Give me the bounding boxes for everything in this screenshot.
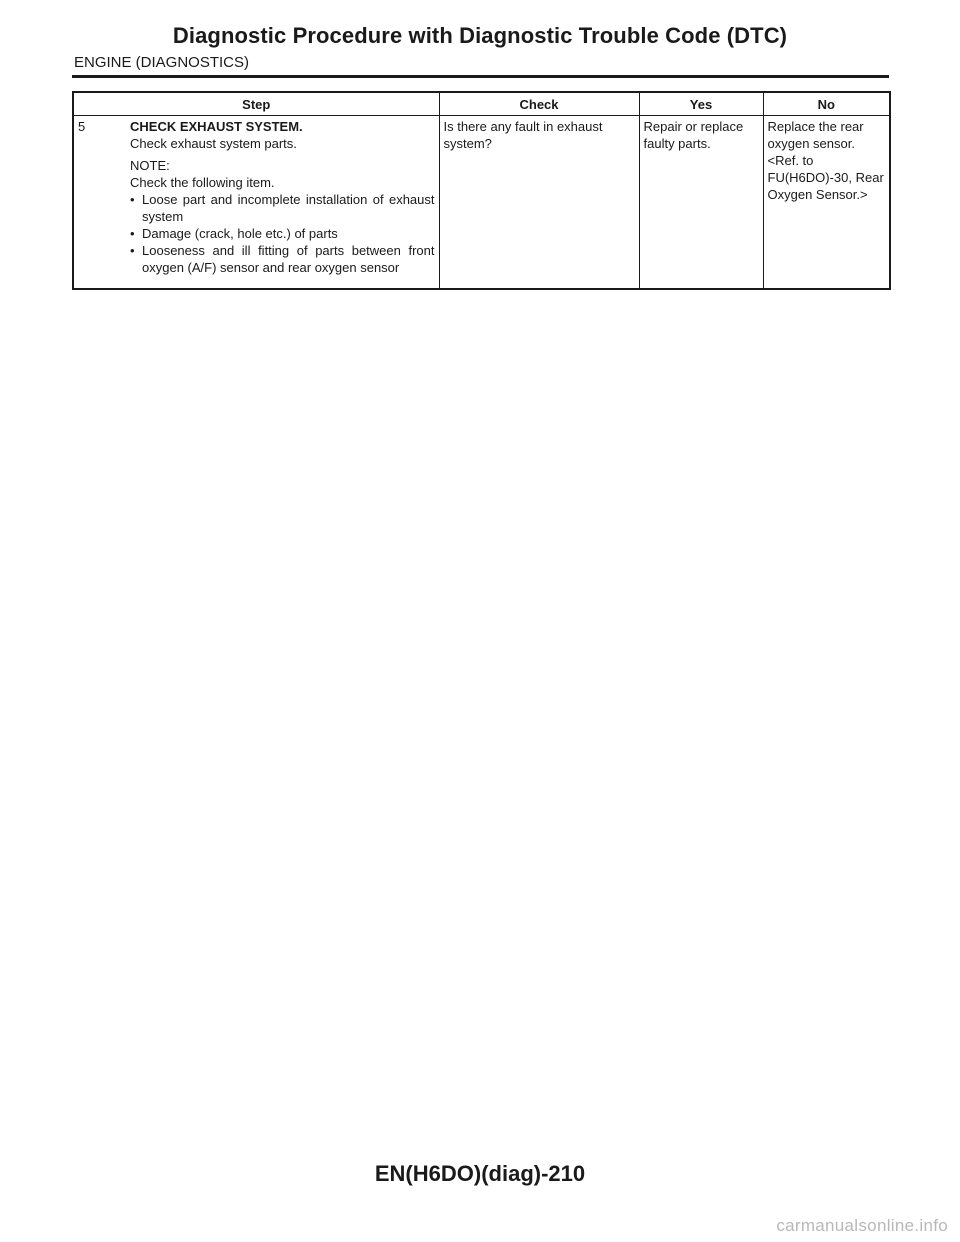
header-divider xyxy=(72,75,889,78)
list-item xyxy=(130,242,435,276)
note-intro: Check the following item. xyxy=(130,175,275,190)
column-header-yes: Yes xyxy=(639,92,763,116)
check-cell: Is there any fault in exhaust system? xyxy=(439,116,639,290)
list-item xyxy=(130,191,435,225)
step-heading: CHECK EXHAUST SYSTEM. xyxy=(130,119,303,134)
yes-cell: Repair or replace faulty parts. xyxy=(639,116,763,290)
watermark: carmanualsonline.info xyxy=(776,1216,948,1235)
bullet-text: Loose part and incomplete installation of exhaust system xyxy=(142,192,435,224)
table-row xyxy=(73,116,890,290)
page-number: EN(H6DO)(diag)-210 xyxy=(374,1161,586,1186)
section-label: ENGINE (DIAGNOSTICS) xyxy=(74,54,250,71)
bullet-text: Looseness and ill fitting of parts between front oxygen (A/F) sensor and rear oxygen sensor xyxy=(142,243,435,275)
step-subheading: Check exhaust system parts. xyxy=(130,136,297,151)
step-cell xyxy=(73,116,439,290)
list-item xyxy=(130,225,435,242)
diagnostic-table xyxy=(72,91,891,290)
step-number: 5 xyxy=(78,119,86,134)
column-header-check: Check xyxy=(439,92,639,116)
column-header-step: Step xyxy=(73,92,439,116)
no-cell: Replace the rear oxygen sensor. <Ref. to FU(H6DO)-30, Rear Oxygen Sensor.> xyxy=(763,116,890,290)
page-title: Diagnostic Procedure with Diagnostic Trouble Code (DTC) xyxy=(172,23,788,48)
note-label: NOTE: xyxy=(130,158,170,173)
bullet-text: Damage (crack, hole etc.) of parts xyxy=(142,226,338,241)
column-header-no: No xyxy=(763,92,890,116)
bullet-icon: • xyxy=(130,243,135,258)
bullet-icon: • xyxy=(130,192,135,207)
bullet-icon: • xyxy=(130,226,135,241)
table-header-row xyxy=(73,92,890,116)
